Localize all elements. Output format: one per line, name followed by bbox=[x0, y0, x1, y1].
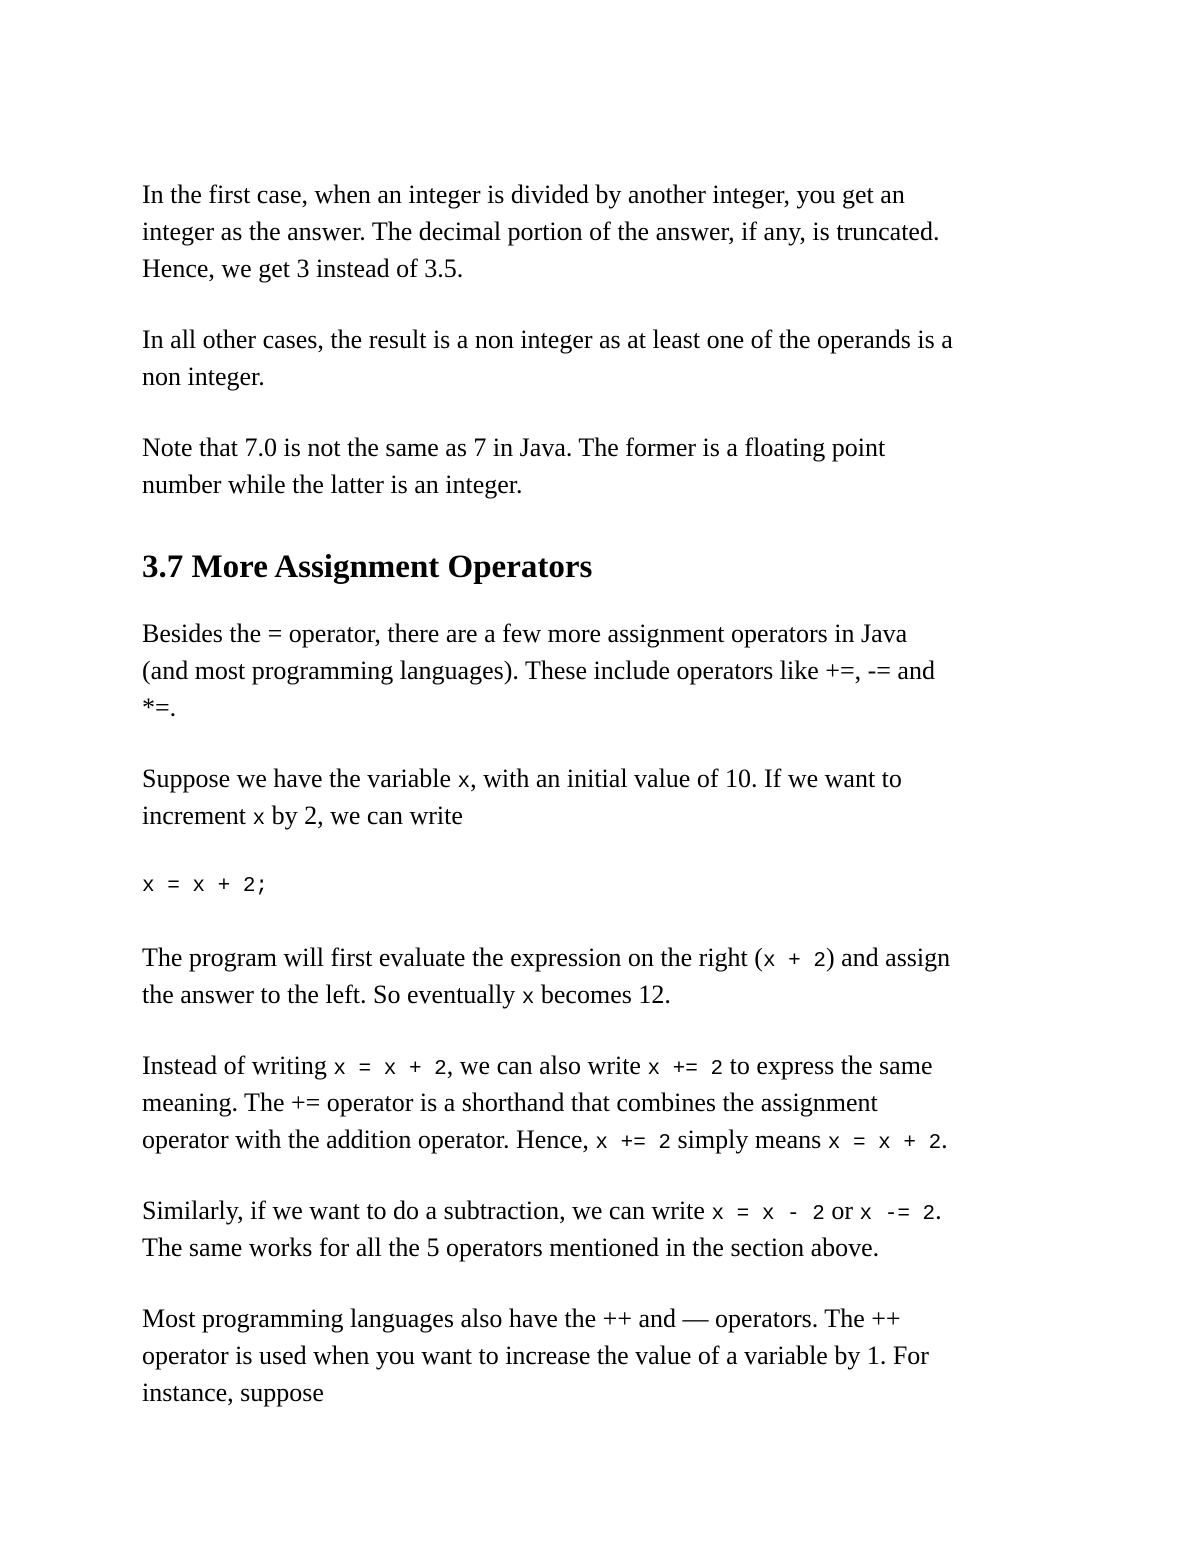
text-line: integer as the answer. The decimal portion of the answer, if any, is truncated. bbox=[142, 217, 940, 246]
text-line: meaning. The += operator is a shorthand that combines the assignment bbox=[142, 1088, 878, 1117]
paragraph-assignment-operators bbox=[142, 615, 1072, 726]
inline-code: x = x + 2 bbox=[827, 1132, 942, 1155]
inline-code: x bbox=[521, 987, 535, 1010]
text-line: the answer to the left. So eventually x becomes 12. bbox=[142, 980, 671, 1010]
paragraph-integer-division bbox=[142, 176, 1072, 287]
inline-code: x = x - 2 bbox=[711, 1203, 825, 1226]
document-page bbox=[142, 176, 1072, 1411]
paragraph-variable-x bbox=[142, 760, 1072, 834]
paragraph-floating-point-note bbox=[142, 429, 1072, 503]
text-line: The same works for all the 5 operators mentioned in the section above. bbox=[142, 1233, 880, 1262]
inline-code: x -= 2 bbox=[859, 1203, 936, 1226]
text-line: operator with the addition operator. Hence, x += 2 simply means x = x + 2. bbox=[142, 1125, 948, 1155]
paragraph-increment-operators bbox=[142, 1300, 1072, 1411]
text-line: The program will first evaluate the expression on the right (x + 2) and assign bbox=[142, 943, 951, 973]
text-line: Hence, we get 3 instead of 3.5. bbox=[142, 254, 464, 283]
text-line: number while the latter is an integer. bbox=[142, 470, 523, 499]
text-line: In the first case, when an integer is divided by another integer, you get an bbox=[142, 180, 905, 209]
text-line: increment x by 2, we can write bbox=[142, 801, 463, 831]
code-block: x = x + 2; bbox=[142, 875, 269, 898]
inline-code: x bbox=[457, 771, 471, 794]
text-line: Similarly, if we want to do a subtraction, we can write x = x - 2 or x -= 2. bbox=[142, 1196, 942, 1226]
text-line: Note that 7.0 is not the same as 7 in Java. The former is a floating point bbox=[142, 433, 886, 462]
text-line: In all other cases, the result is a non integer as at least one of the operands is a bbox=[142, 325, 953, 354]
text-line: Most programming languages also have the ++ and –– operators. The ++ bbox=[142, 1304, 901, 1333]
paragraph-subtraction bbox=[142, 1192, 1072, 1266]
text-line: instance, suppose bbox=[142, 1378, 324, 1407]
text-line: operator is used when you want to increase the value of a variable by 1. For bbox=[142, 1341, 929, 1370]
text-line: Suppose we have the variable x, with an initial value of 10. If we want to bbox=[142, 764, 902, 794]
text-line: Instead of writing x = x + 2, we can also write x += 2 to express the same bbox=[142, 1051, 933, 1081]
paragraph-evaluate-expression bbox=[142, 939, 1072, 1013]
inline-code: x + 2 bbox=[762, 950, 826, 973]
paragraph-shorthand-operator bbox=[142, 1047, 1072, 1158]
text-line: Besides the = operator, there are a few more assignment operators in Java bbox=[142, 619, 908, 648]
inline-code: x bbox=[252, 808, 266, 831]
inline-code: x += 2 bbox=[595, 1132, 672, 1155]
inline-code: x += 2 bbox=[647, 1058, 724, 1081]
section-heading: 3.7 More Assignment Operators bbox=[142, 549, 593, 585]
inline-code: x = x + 2 bbox=[333, 1058, 447, 1081]
text-line: *=. bbox=[142, 693, 177, 722]
text-line: non integer. bbox=[142, 362, 265, 391]
paragraph-non-integer bbox=[142, 321, 1072, 395]
text-line: (and most programming languages). These include operators like +=, -= and bbox=[142, 656, 935, 685]
